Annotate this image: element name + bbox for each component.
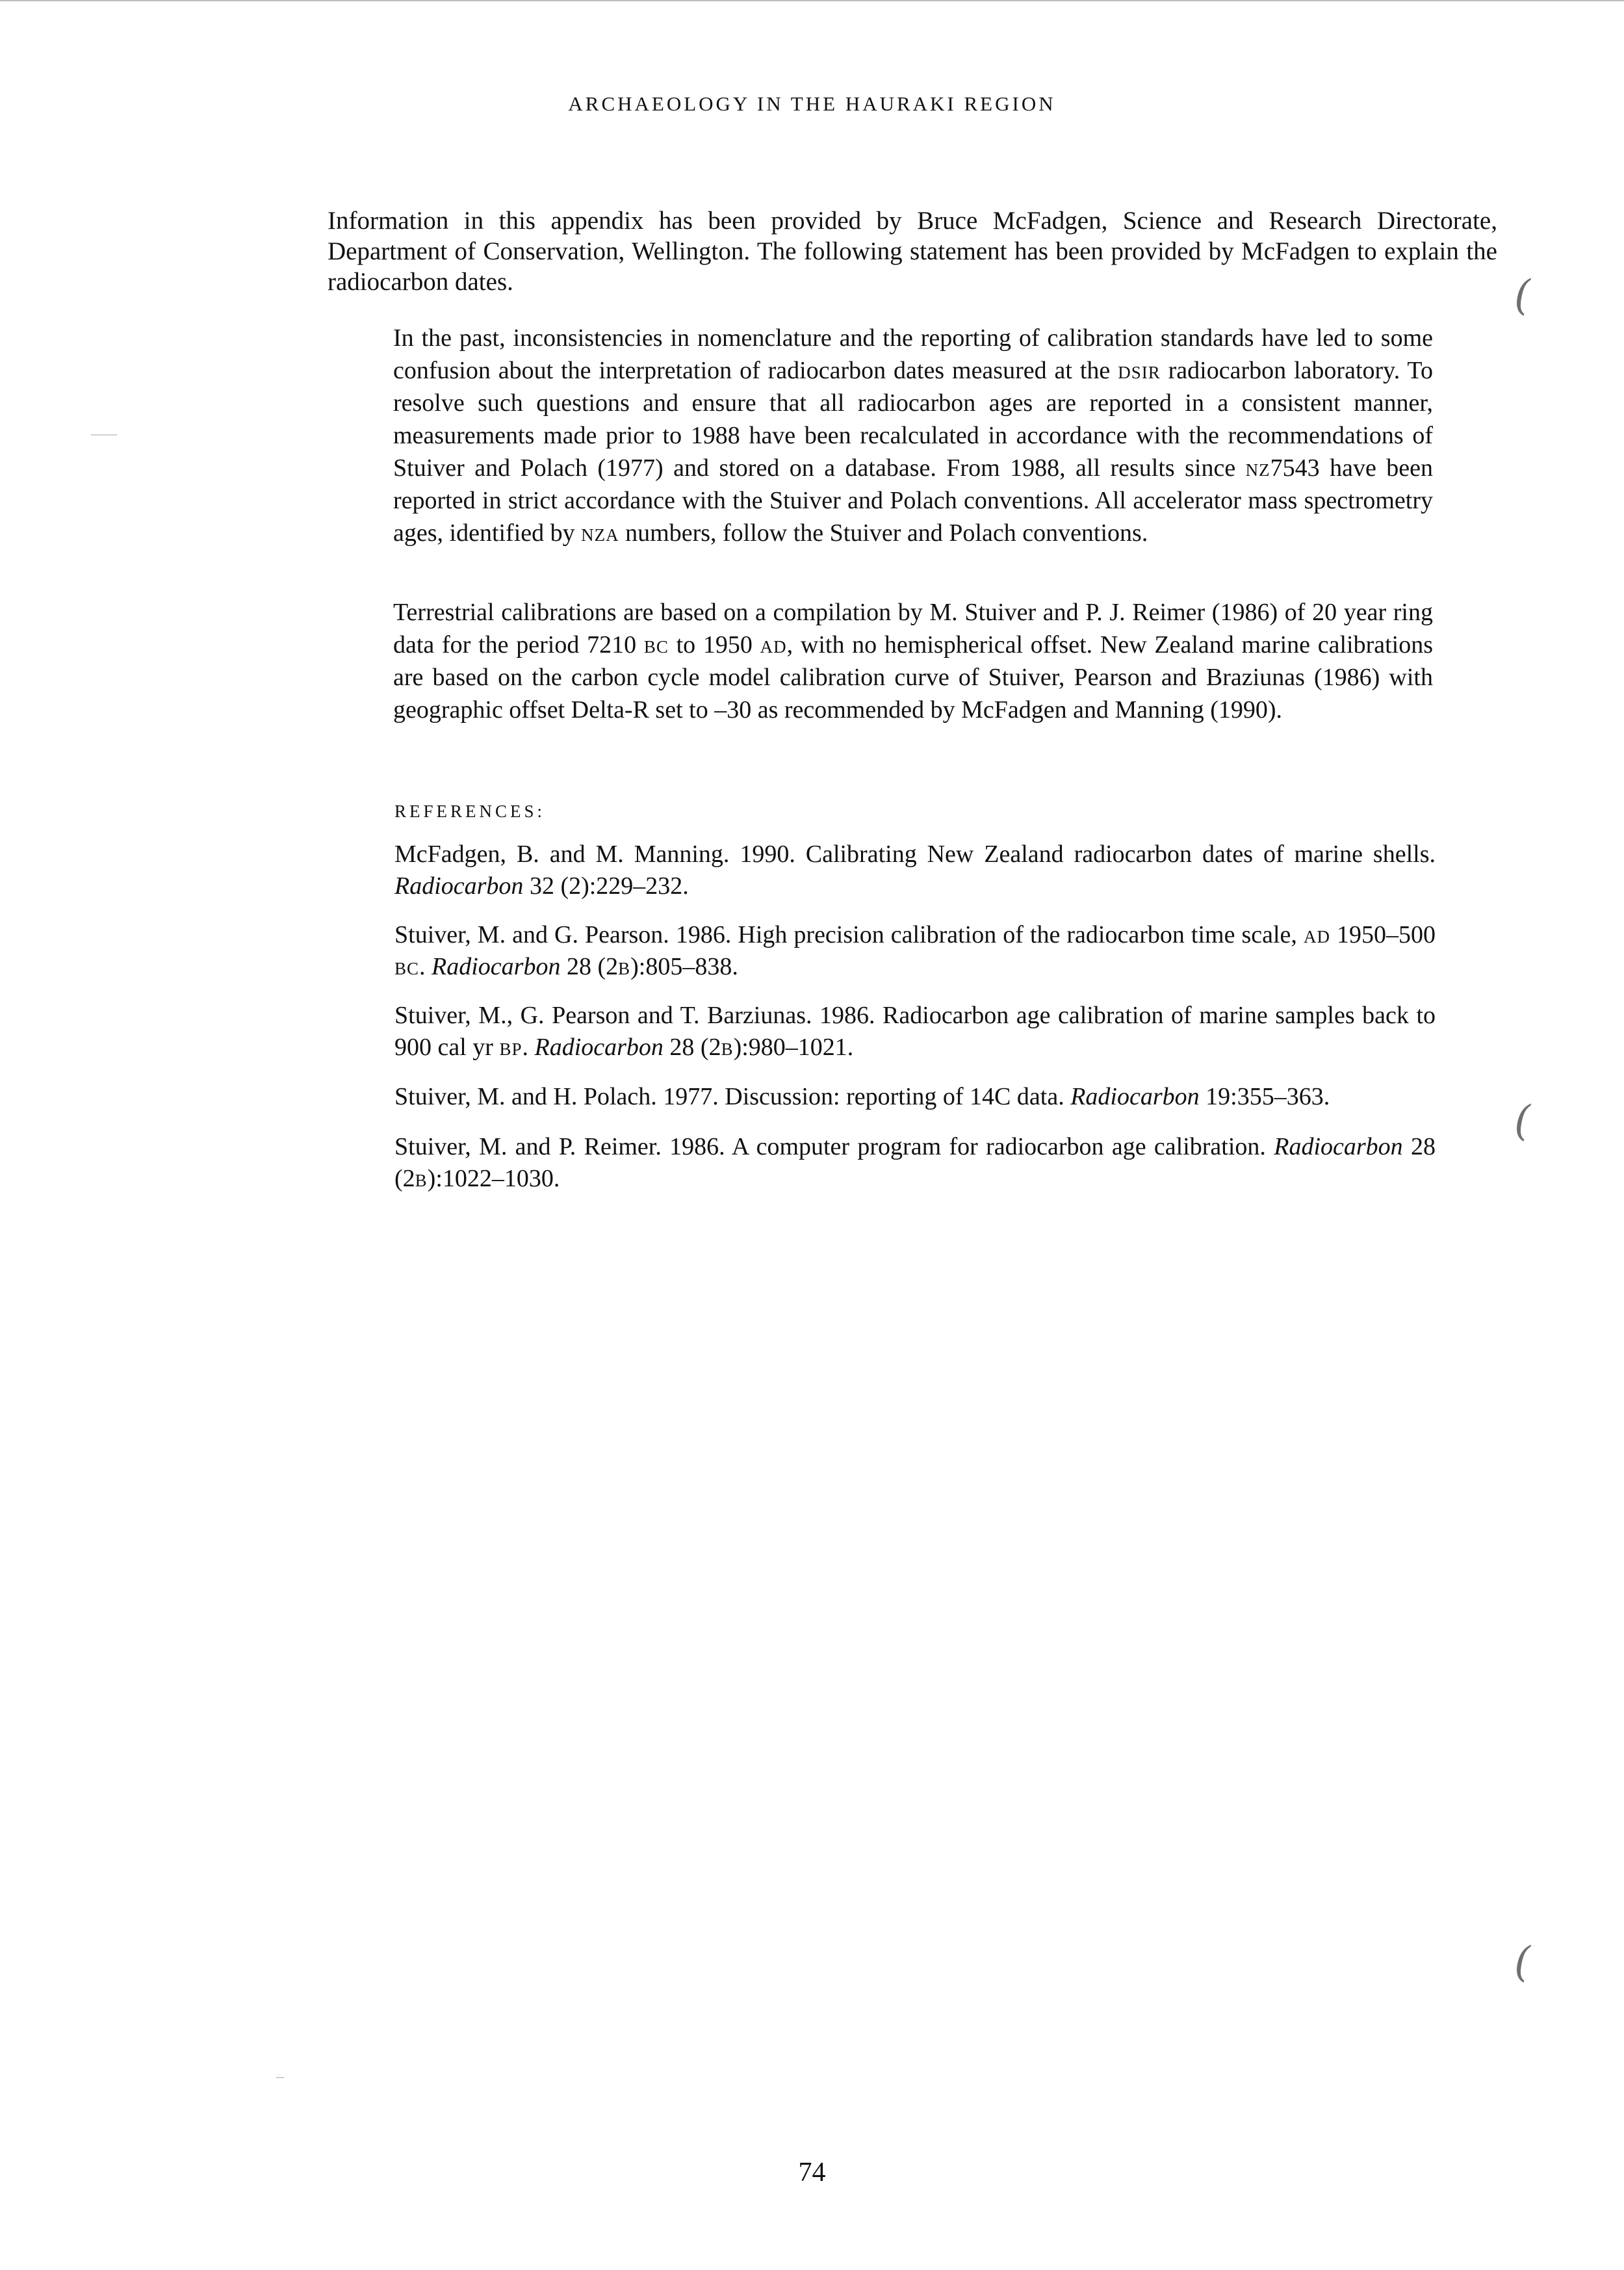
reference-2-pages: ):805–838. — [630, 953, 738, 980]
scan-speck — [276, 2077, 284, 2078]
intro-paragraph: Information in this appendix has been provided by Bruce McFadgen, Science and Research Directorate, Department of Conservation, Wellington. The following statement has been provided by McFadgen to explain the radiocarbon dates. — [328, 207, 1497, 296]
reference-3-journal: Radiocarbon — [534, 1034, 664, 1061]
reference-1-text: McFadgen, B. and M. Manning. 1990. Calibrating New Zealand radiocarbon dates of marine shells. — [394, 841, 1436, 868]
quote-paragraph-1 — [393, 322, 1433, 549]
running-head: ARCHAEOLOGY IN THE HAURAKI REGION — [568, 92, 1056, 115]
reference-3-sep: . — [522, 1034, 535, 1061]
reference-2-ad: ad — [1303, 921, 1330, 948]
quote-2-ad: ad — [760, 631, 787, 659]
reference-4-journal: Radiocarbon — [1070, 1083, 1200, 1110]
quote-1-nz: nz — [1245, 454, 1270, 482]
reference-5-pages: ):1022–1030. — [427, 1165, 560, 1192]
reference-3-pages: ):980–1021. — [733, 1034, 854, 1061]
reference-item — [394, 1131, 1436, 1195]
top-rule — [0, 0, 1624, 1]
reference-item — [394, 839, 1436, 902]
quote-2-text-1: Terrestrial calibrations are based on a compilation by M. Stuiver and P. J. Reimer (1986) of 20 year ring data for the period 7210 — [393, 599, 1433, 659]
reference-5-issue: b — [415, 1165, 428, 1192]
quote-2-text-3: , with no hemispherical offset. New Zealand marine calibrations are based on the carbon cycle model calibration curve of Stuiver, Pearson and Braziunas (1986) with geographic offset Delta-R set to –30 as recommended by McFadgen and Manning (1990). — [393, 631, 1433, 724]
references-heading: REFERENCES: — [394, 802, 546, 821]
reference-1-journal: Radiocarbon — [394, 872, 524, 900]
reference-3-bp: bp — [499, 1034, 522, 1061]
reference-item — [394, 1081, 1436, 1113]
reference-5-journal: Radiocarbon — [1274, 1133, 1403, 1160]
binding-mark: ( — [1514, 1938, 1530, 1987]
reference-3-issue: b — [721, 1034, 734, 1061]
quote-1-nza: nza — [581, 519, 619, 547]
quote-1-text-4: numbers, follow the Stuiver and Polach conventions. — [619, 519, 1148, 547]
reference-4-text: Stuiver, M. and H. Polach. 1977. Discussion: reporting of 14C data. — [394, 1083, 1071, 1110]
reference-3-text: Stuiver, M., G. Pearson and T. Barziunas. 1986. Radiocarbon age calibration of marine samples back to 900 cal yr — [394, 1002, 1436, 1061]
quote-1-dsir: dsir — [1118, 357, 1161, 384]
quote-2-bc: bc — [643, 631, 669, 659]
reference-5-vol: 28 (2 — [394, 1133, 1436, 1192]
reference-1-pages: 32 (2):229–232. — [523, 872, 689, 900]
reference-3-vol: 28 (2 — [663, 1034, 721, 1061]
quote-1-text-2: radiocarbon laboratory. To resolve such questions and ensure that all radiocarbon ages are reported in a consistent manner, measurements made prior to 1988 have been recalculated in accordance with the recommendations of Stuiver and Polach (1977) and stored on a database. From 1988, all results since — [393, 357, 1433, 482]
quote-1-text-3: 7543 have been reported in strict accordance with the Stuiver and Polach conventions. All accelerator mass spectrometry ages, identified by — [393, 454, 1433, 547]
reference-item — [394, 1000, 1436, 1063]
reference-2-journal: Radiocarbon — [432, 953, 561, 980]
reference-4-pages: 19:355–363. — [1199, 1083, 1330, 1110]
binding-mark: ( — [1514, 272, 1530, 320]
reference-2-text: Stuiver, M. and G. Pearson. 1986. High precision calibration of the radiocarbon time scale, — [394, 921, 1304, 948]
reference-5-text: Stuiver, M. and P. Reimer. 1986. A computer program for radiocarbon age calibration. — [394, 1133, 1274, 1160]
reference-2-bc: bc — [394, 953, 420, 980]
reference-2-vol: 28 (2 — [560, 953, 619, 980]
reference-2-sep: . — [419, 953, 432, 980]
reference-2-range: 1950–500 — [1330, 921, 1436, 948]
reference-2-issue: b — [618, 953, 631, 980]
binding-mark: ( — [1514, 1097, 1530, 1145]
scan-speck — [91, 434, 117, 436]
quote-paragraph-2 — [393, 596, 1433, 726]
quote-1-text-1: In the past, inconsistencies in nomenclature and the reporting of calibration standards have led to some confusion about the interpretation of radiocarbon dates measured at the — [393, 324, 1433, 384]
reference-item — [394, 919, 1436, 983]
quote-2-text-2: to 1950 — [668, 631, 760, 659]
page-number: 74 — [798, 2158, 826, 2187]
